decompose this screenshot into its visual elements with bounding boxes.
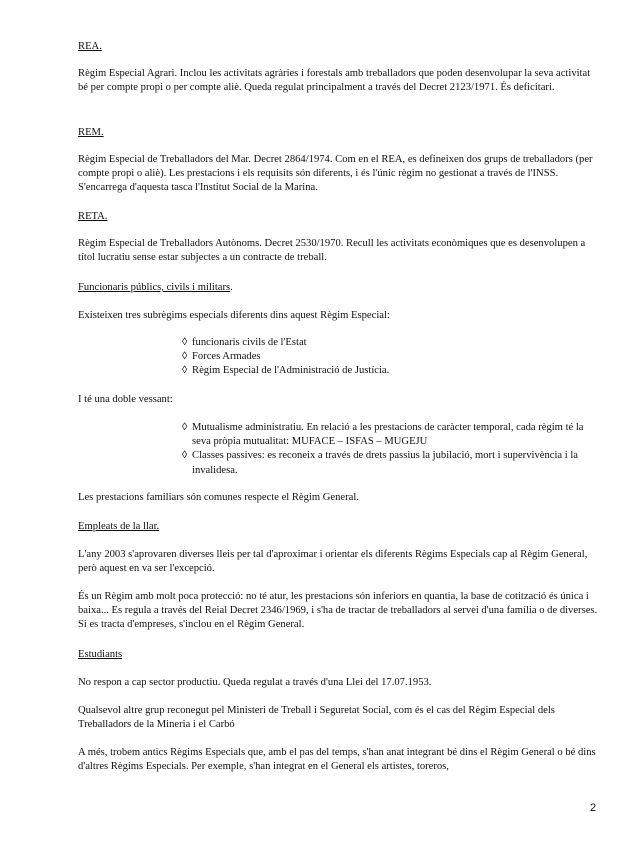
rem-body: Règim Especial de Treballadors del Mar. Decret 2864/1974. Com en el REA, es defineixen dos grups de treballadors (per compte propi o aliè). Les prestacions i els requisits són diferents, i és l'únic règim no gestionat a través de l'INSS. S'encarrega d'aquesta tasca l'Institut Social de la Marina.	[78, 154, 593, 194]
funcionaris-heading-line	[78, 281, 598, 295]
list-item: ◊ Règim Especial de l'Administració de Justícia.	[182, 364, 602, 378]
diamond-bullet-icon: ◊	[182, 422, 188, 433]
page-number: 2	[590, 802, 597, 814]
diamond-bullet-icon: ◊	[182, 337, 188, 348]
list-item: ◊ Classes passives: es reconeix a través de drets passius la jubilació, mort i supervivència i la invalidesa.	[182, 450, 578, 476]
diamond-bullet-icon: ◊	[182, 351, 188, 363]
reta-body: Règim Especial de Treballadors Autònoms. Decret 2530/1970. Recull les activitats econòmiques que es desenvolupen a títol lucratiu sense estar subjectes a un contracte de treball.	[78, 238, 586, 264]
funcionaris-heading-suffix: .	[230, 282, 233, 293]
estudiants-p3: A més, trobem antics Règims Especials que, amb el pas del temps, s'han anat integrant bé dins el Règim General o bé dins d'altres Règims Especials. Per exemple, s'han integrat en el General els artistes, toreros,	[78, 747, 596, 773]
funcionaris-heading: Funcionaris públics, civils i militars	[78, 282, 231, 293]
estudiants-p1: No respon a cap sector productiu. Queda regulat a través d'una Llei del 17.07.1953.	[78, 677, 432, 688]
rea-heading: REA.	[78, 41, 102, 52]
diamond-bullet-icon: ◊	[182, 365, 188, 377]
diamond-bullet-icon: ◊	[182, 450, 188, 462]
estudiants-heading: Estudiants	[78, 649, 123, 660]
subregims-list	[182, 336, 602, 379]
rea-body: Règim Especial Agrari. Inclou les activitats agràries i forestals amb treballadors que poden desenvolupar la seva activitat bé per compte propi o per compte aliè. Queda regulat principalment a través del Decret 2123/1971. És deficitari.	[78, 68, 591, 94]
list-item: ◊ Mutualisme administratiu. En relació a les prestacions de caràcter temporal, cada règim té la seva pròpia mutualitat: MUFACE – ISFAS – MUGEJU	[182, 422, 584, 448]
reta-heading: RETA.	[78, 211, 108, 222]
funcionaris-intro: Existeixen tres subrègims especials diferents dins aquest Règim Especial:	[78, 310, 390, 321]
empleats-p2: És un Règim amb molt poca protecció: no té atur, les prestacions són inferiors en quantia, la base de cotització és única i baixa... Es regula a través del Reial Decret 2346/1969, i s'ha de tractar de treballadors al servei d'una família o de diverses. Si es tracta d'empreses, s'inclou en el Règim General.	[78, 591, 598, 631]
list-item: ◊ funcionaris civils de l'Estat	[182, 336, 602, 350]
empleats-p1: L'any 2003 s'aprovaren diverses lleis per tal d'aproximar i orientar els diferents Règims Especials cap al Règim General, però aquest en va ser l'excepció.	[78, 549, 588, 575]
rem-heading: REM.	[78, 127, 104, 138]
estudiants-p2: Qualsevol altre grup reconegut pel Ministeri de Treball i Seguretat Social, com és el cas del Règim Especial dels Treballadors de la Mineria i el Carbó	[78, 705, 555, 731]
funcionaris-closing: Les prestacions familiars són comunes respecte el Règim General.	[78, 492, 359, 503]
empleats-heading: Empleats de la llar.	[78, 521, 160, 532]
list-item: ◊ Forces Armades	[182, 350, 602, 364]
vessants-list	[182, 421, 602, 478]
vessant-intro: I té una doble vessant:	[78, 394, 173, 405]
